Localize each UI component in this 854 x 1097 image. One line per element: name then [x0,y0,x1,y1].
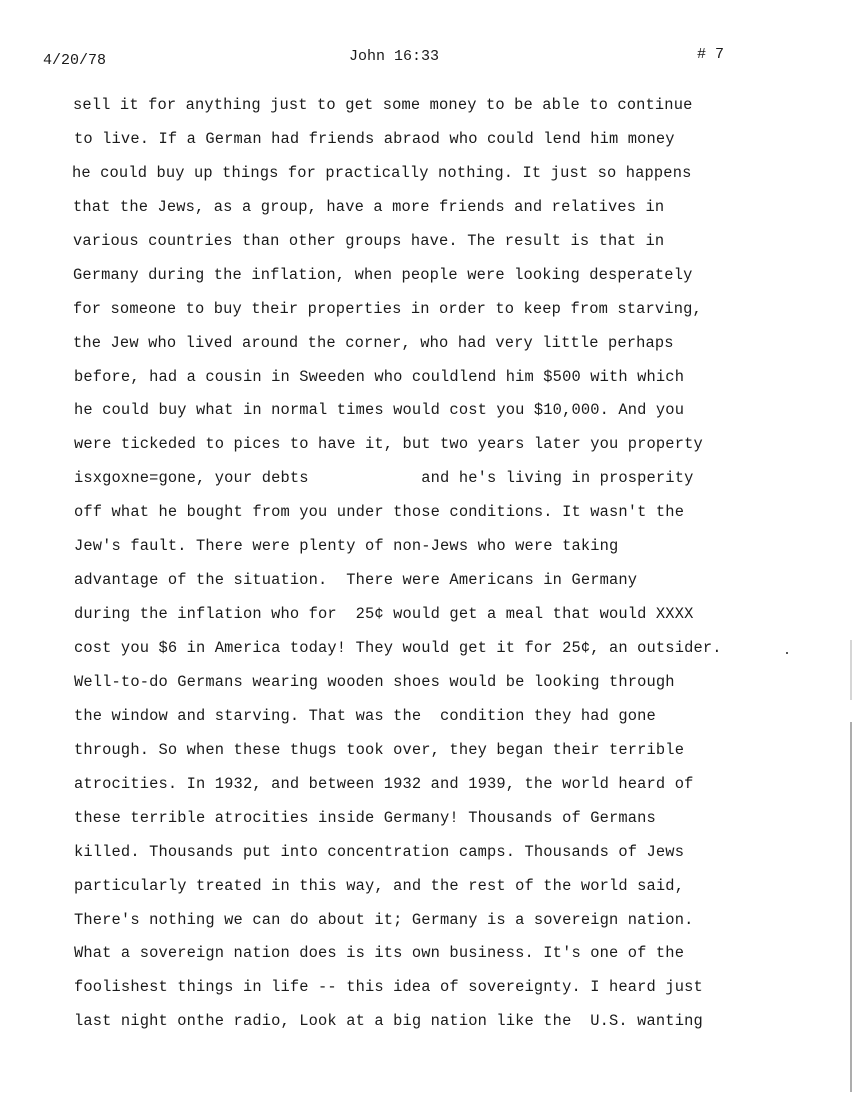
body-text [73,93,813,1043]
text-line: were tickeded to pices to have it, but two years later you property [74,435,703,454]
text-line: through. So when these thugs took over, they began their terrible [74,740,685,759]
text-line: particularly treated in this way, and the rest of the world said, [74,876,685,895]
text-line: What a sovereign nation does is its own business. It's one of the [74,944,685,963]
text-line: cost you $6 in America today! They would get it for 25¢, an outsider. [74,639,722,657]
text-line: atrocities. In 1932, and between 1932 and 1939, the world heard of [74,774,694,793]
text-line: killed. Thousands put into concentration camps. Thousands of Jews [74,842,685,861]
text-line: the Jew who lived around the corner, who had very little perhaps [73,333,674,352]
text-line: for someone to buy their properties in order to keep from starving, [73,299,702,318]
text-line: last night onthe radio, Look at a big nation like the U.S. wanting [74,1012,703,1031]
text-line: he could buy up things for practically nothing. It just so happens [72,163,692,182]
text-line: he could buy what in normal times would cost you $10,000. And you [74,401,685,420]
scan-speck [786,652,788,654]
text-line: various countries than other groups have. The result is that in [73,231,665,250]
text-line: foolishest things in life -- this idea of sovereignty. I heard just [74,978,703,997]
text-line: off what he bought from you under those conditions. It wasn't the [74,503,685,522]
text-line: the window and starving. That was the condition they had gone [74,706,656,725]
text-line: during the inflation who for 25¢ would get a meal that would XXXX [74,605,694,624]
text-line: There's nothing we can do about it; Germany is a sovereign nation. [74,910,694,929]
text-line: these terrible atrocities inside Germany! Thousands of Germans [74,808,656,827]
text-line: that the Jews, as a group, have a more friends and relatives in [73,197,665,216]
text-line: sell it for anything just to get some money to be able to continue [73,96,693,114]
scan-edge-mark [850,722,852,1092]
text-line: Well-to-do Germans wearing wooden shoes would be looking through [74,672,675,691]
text-line: Germany during the inflation, when people were looking desperately [73,265,693,284]
text-line: advantage of the situation. There were Americans in Germany [74,571,638,590]
page-header [0,46,854,70]
header-title: John 16:33 [349,48,440,65]
header-date: 4/20/78 [43,52,107,69]
text-line: to live. If a German had friends abraod who could lend him money [74,129,675,148]
scan-edge-mark [850,640,852,700]
text-line: Jew's fault. There were plenty of non-Jews who were taking [74,537,619,556]
text-line: isxgoxne=gone, your debts and he's living in prosperity [74,469,694,488]
header-page-number: # 7 [697,46,725,63]
text-line: before, had a cousin in Sweeden who couldlend him $500 with which [74,367,685,386]
